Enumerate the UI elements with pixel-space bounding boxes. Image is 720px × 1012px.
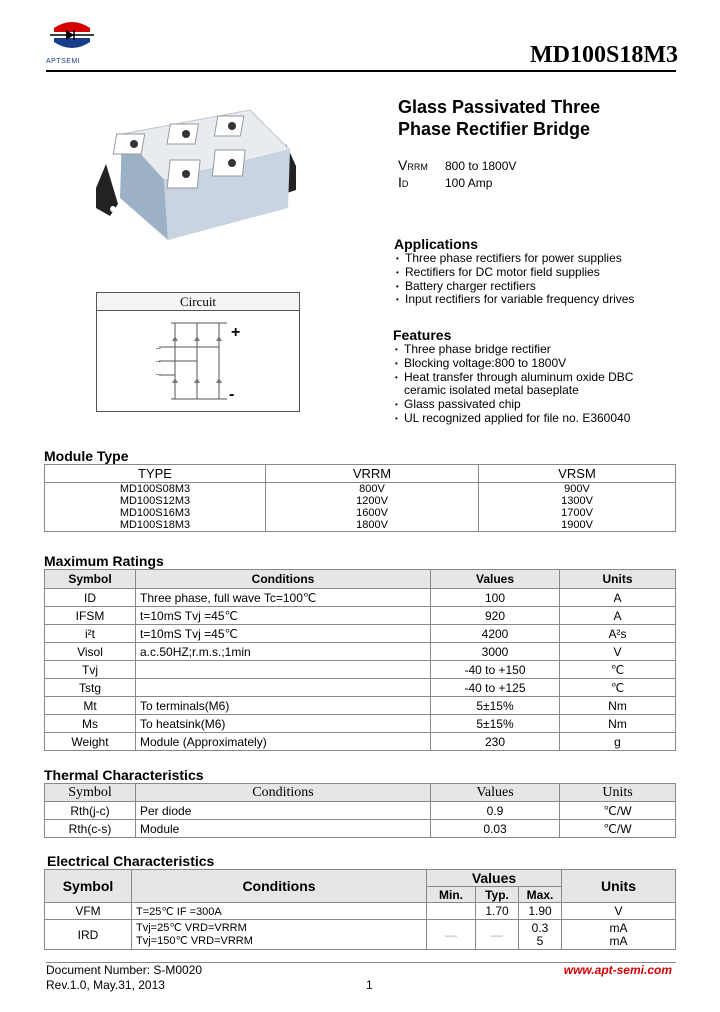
- table-row: [45, 625, 676, 643]
- table-row: [45, 733, 676, 751]
- list-item: • Rectifiers for DC motor field supplies: [396, 266, 686, 280]
- features-heading: Features: [393, 327, 452, 343]
- page-number: 1: [366, 978, 373, 992]
- table-cell: Tvj: [45, 661, 136, 679]
- table-header: [45, 570, 676, 589]
- table-cell: i²t: [45, 625, 136, 643]
- table-cell: 3000: [431, 643, 560, 661]
- table-cell: V: [560, 643, 676, 661]
- spec-vrrm: [398, 157, 516, 173]
- table-cell: -40 to +125: [431, 679, 560, 697]
- thermal-heading: Thermal Characteristics: [44, 767, 204, 783]
- table-cell: ID: [45, 589, 136, 607]
- table-cell: —: [427, 920, 476, 950]
- list-item: • Three phase bridge rectifier: [395, 343, 645, 357]
- col-values: Values: [431, 784, 560, 802]
- table-cell: [562, 920, 676, 950]
- table-cell: A: [560, 607, 676, 625]
- table-cell: Tstg: [45, 679, 136, 697]
- table-cell: Nm: [560, 697, 676, 715]
- electrical-heading: Electrical Characteristics: [47, 853, 215, 869]
- table-cell: Module (Approximately): [136, 733, 431, 751]
- col-conditions: Conditions: [136, 784, 431, 802]
- ac-input-1: ~: [155, 344, 162, 353]
- module-type-table: [44, 464, 676, 532]
- col-typ: Typ.: [476, 887, 519, 903]
- table-row: [45, 495, 676, 507]
- table-cell: Rth(c-s): [45, 820, 136, 838]
- table-header: [45, 784, 676, 802]
- part-number: MD100S18M3: [530, 42, 678, 68]
- table-cell: 1.70: [476, 903, 519, 920]
- table-cell: -40 to +150: [431, 661, 560, 679]
- table-cell: 800V: [266, 483, 479, 496]
- table-row: [45, 507, 676, 519]
- table-cell: Module: [136, 820, 431, 838]
- table-row: [45, 589, 676, 607]
- max-ratings-table: [44, 569, 676, 751]
- ac-input-3: ~: [155, 370, 162, 379]
- table-cell: 920: [431, 607, 560, 625]
- module-photo: [96, 104, 296, 244]
- unit-line: mA: [609, 920, 628, 935]
- table-cell: a.c.50HZ;r.m.s.;1min: [136, 643, 431, 661]
- table-cell: [427, 903, 476, 920]
- list-item: • Heat transfer through aluminum oxide DBC ceramic isolated metal baseplate: [395, 371, 645, 399]
- logo-text: APTSEMI: [46, 58, 81, 65]
- table-cell: Three phase, full wave Tc=100℃: [136, 589, 431, 607]
- product-title: [398, 96, 668, 140]
- table-cell: To heatsink(M6): [136, 715, 431, 733]
- table-cell: 1200V: [266, 495, 479, 507]
- table-cell: A: [560, 589, 676, 607]
- dc-minus-label: -: [229, 386, 235, 403]
- spec-value: 800 to 1800V: [445, 159, 517, 173]
- col-units: Units: [560, 570, 676, 589]
- circuit-box: [96, 292, 300, 412]
- table-cell: Visol: [45, 643, 136, 661]
- table-row: [45, 820, 676, 838]
- col-symbol: Symbol: [45, 784, 136, 802]
- table-cell: 5±15%: [431, 697, 560, 715]
- title-line-2: Phase Rectifier Bridge: [398, 119, 591, 139]
- table-cell: T=25℃ IF =300A: [132, 903, 427, 920]
- list-item: • Input rectifiers for variable frequency drives: [396, 293, 686, 307]
- table-cell: Weight: [45, 733, 136, 751]
- table-cell: 1800V: [266, 519, 479, 532]
- spec-id: [398, 174, 492, 190]
- list-item: • Glass passivated chip: [395, 398, 645, 412]
- header-divider: [46, 70, 676, 72]
- table-cell: V: [562, 903, 676, 920]
- table-row: [45, 661, 676, 679]
- table-cell: [519, 920, 562, 950]
- col-values: Values: [427, 870, 562, 887]
- condition-line: Tvj=25℃ VRD=VRRM: [136, 921, 247, 934]
- circuit-heading: Circuit: [97, 293, 299, 311]
- table-header: [45, 870, 676, 887]
- value-line: 5: [536, 933, 544, 948]
- table-cell: MD100S08M3: [45, 483, 266, 496]
- list-item: • Three phase rectifiers for power supplies: [396, 252, 686, 266]
- circuit-diagram: [97, 311, 299, 411]
- table-cell: 230: [431, 733, 560, 751]
- value-line: 0.3: [531, 920, 549, 935]
- table-cell: 0.9: [431, 802, 560, 820]
- table-row: [45, 643, 676, 661]
- table-cell: To terminals(M6): [136, 697, 431, 715]
- table-cell: [132, 920, 427, 950]
- title-line-1: Glass Passivated Three: [398, 97, 601, 117]
- table-cell: [136, 661, 431, 679]
- table-row: [45, 920, 676, 950]
- dc-plus-label: +: [231, 324, 241, 341]
- max-ratings-heading: Maximum Ratings: [44, 553, 164, 569]
- table-cell: g: [560, 733, 676, 751]
- applications-list: [396, 252, 686, 307]
- table-cell: —: [476, 920, 519, 950]
- table-cell: Rth(j-c): [45, 802, 136, 820]
- table-row: [45, 483, 676, 496]
- table-row: [45, 679, 676, 697]
- list-item: • UL recognized applied for file no. E360040: [395, 412, 645, 426]
- table-cell: ℃: [560, 661, 676, 679]
- table-cell: t=10mS Tvj =45℃: [136, 607, 431, 625]
- ac-input-2: ~: [155, 357, 162, 366]
- table-cell: 1700V: [479, 507, 676, 519]
- revision: Rev.1.0, May.31, 2013: [46, 978, 165, 992]
- thermal-table: [44, 783, 676, 838]
- col-symbol: Symbol: [45, 870, 132, 903]
- col-max: Max.: [519, 887, 562, 903]
- table-cell: ℃/W: [560, 802, 676, 820]
- table-cell: 1900V: [479, 519, 676, 532]
- table-row: [45, 697, 676, 715]
- col-conditions: Conditions: [136, 570, 431, 589]
- col-conditions: Conditions: [132, 870, 427, 903]
- col-vrrm: VRRM: [266, 465, 479, 483]
- table-cell: VFM: [45, 903, 132, 920]
- table-cell: ℃/W: [560, 820, 676, 838]
- table-cell: IRD: [45, 920, 132, 950]
- condition-line: Tvj=150℃ VRD=VRRM: [136, 934, 253, 947]
- doc-number: Document Number: S-M0020: [46, 963, 203, 977]
- table-row: [45, 519, 676, 532]
- col-min: Min.: [427, 887, 476, 903]
- col-vrsm: VRSM: [479, 465, 676, 483]
- table-cell: Nm: [560, 715, 676, 733]
- spec-symbol: V: [398, 157, 408, 173]
- table-cell: MD100S18M3: [45, 519, 266, 532]
- electrical-table: [44, 869, 676, 950]
- table-header: [45, 465, 676, 483]
- table-cell: [136, 679, 431, 697]
- table-cell: 5±15%: [431, 715, 560, 733]
- module-type-heading: Module Type: [44, 448, 129, 464]
- list-item: • Blocking voltage:800 to 1800V: [395, 357, 645, 371]
- table-row: [45, 607, 676, 625]
- table-cell: IFSM: [45, 607, 136, 625]
- table-cell: 1.90: [519, 903, 562, 920]
- col-units: Units: [562, 870, 676, 903]
- table-cell: 100: [431, 589, 560, 607]
- spec-subscript: RRM: [407, 162, 428, 172]
- table-cell: 1300V: [479, 495, 676, 507]
- applications-heading: Applications: [394, 236, 479, 252]
- table-cell: 4200: [431, 625, 560, 643]
- spec-value: 100 Amp: [445, 176, 493, 190]
- col-type: TYPE: [45, 465, 266, 483]
- website-link[interactable]: www.apt-semi.com: [563, 963, 672, 977]
- table-cell: A²s: [560, 625, 676, 643]
- col-units: Units: [560, 784, 676, 802]
- table-cell: 1600V: [266, 507, 479, 519]
- table-cell: 0.03: [431, 820, 560, 838]
- unit-line: mA: [609, 933, 628, 948]
- table-cell: Per diode: [136, 802, 431, 820]
- table-row: [45, 715, 676, 733]
- table-cell: 900V: [479, 483, 676, 496]
- table-cell: MD100S12M3: [45, 495, 266, 507]
- table-cell: ℃: [560, 679, 676, 697]
- table-cell: t=10mS Tvj =45℃: [136, 625, 431, 643]
- col-values: Values: [431, 570, 560, 589]
- spec-symbol: I: [398, 174, 402, 190]
- table-cell: Mt: [45, 697, 136, 715]
- col-symbol: Symbol: [45, 570, 136, 589]
- table-cell: Ms: [45, 715, 136, 733]
- list-item: • Battery charger rectifiers: [396, 280, 686, 294]
- features-list: [395, 343, 645, 426]
- spec-subscript: D: [401, 179, 409, 189]
- table-row: [45, 903, 676, 920]
- table-row: [45, 802, 676, 820]
- table-cell: MD100S16M3: [45, 507, 266, 519]
